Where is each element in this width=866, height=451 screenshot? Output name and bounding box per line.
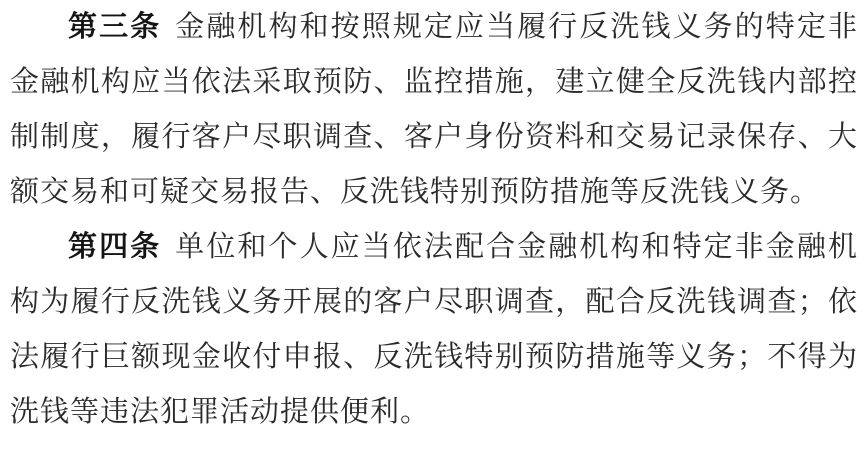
- article-number: 第四条: [68, 231, 162, 263]
- article-paragraph: [10, 220, 858, 440]
- article-body: 单位和个人应当依法配合金融机构和特定非金融机构为履行反洗钱义务开展的客户尽职调查，配合反洗钱调查；依法履行巨额现金收付申报、反洗钱特别预防措施等义务；不得为洗钱等违法犯罪活动提供便利。: [10, 231, 858, 428]
- article-number: 第三条: [68, 11, 162, 43]
- article-body: 金融机构和按照规定应当履行反洗钱义务的特定非金融机构应当依法采取预防、监控措施，建立健全反洗钱内部控制制度，履行客户尽职调查、客户身份资料和交易记录保存、大额交易和可疑交易报告、反洗钱特别预防措施等反洗钱义务。: [10, 11, 858, 208]
- article-paragraph: [10, 0, 858, 220]
- document-page: [10, 0, 858, 440]
